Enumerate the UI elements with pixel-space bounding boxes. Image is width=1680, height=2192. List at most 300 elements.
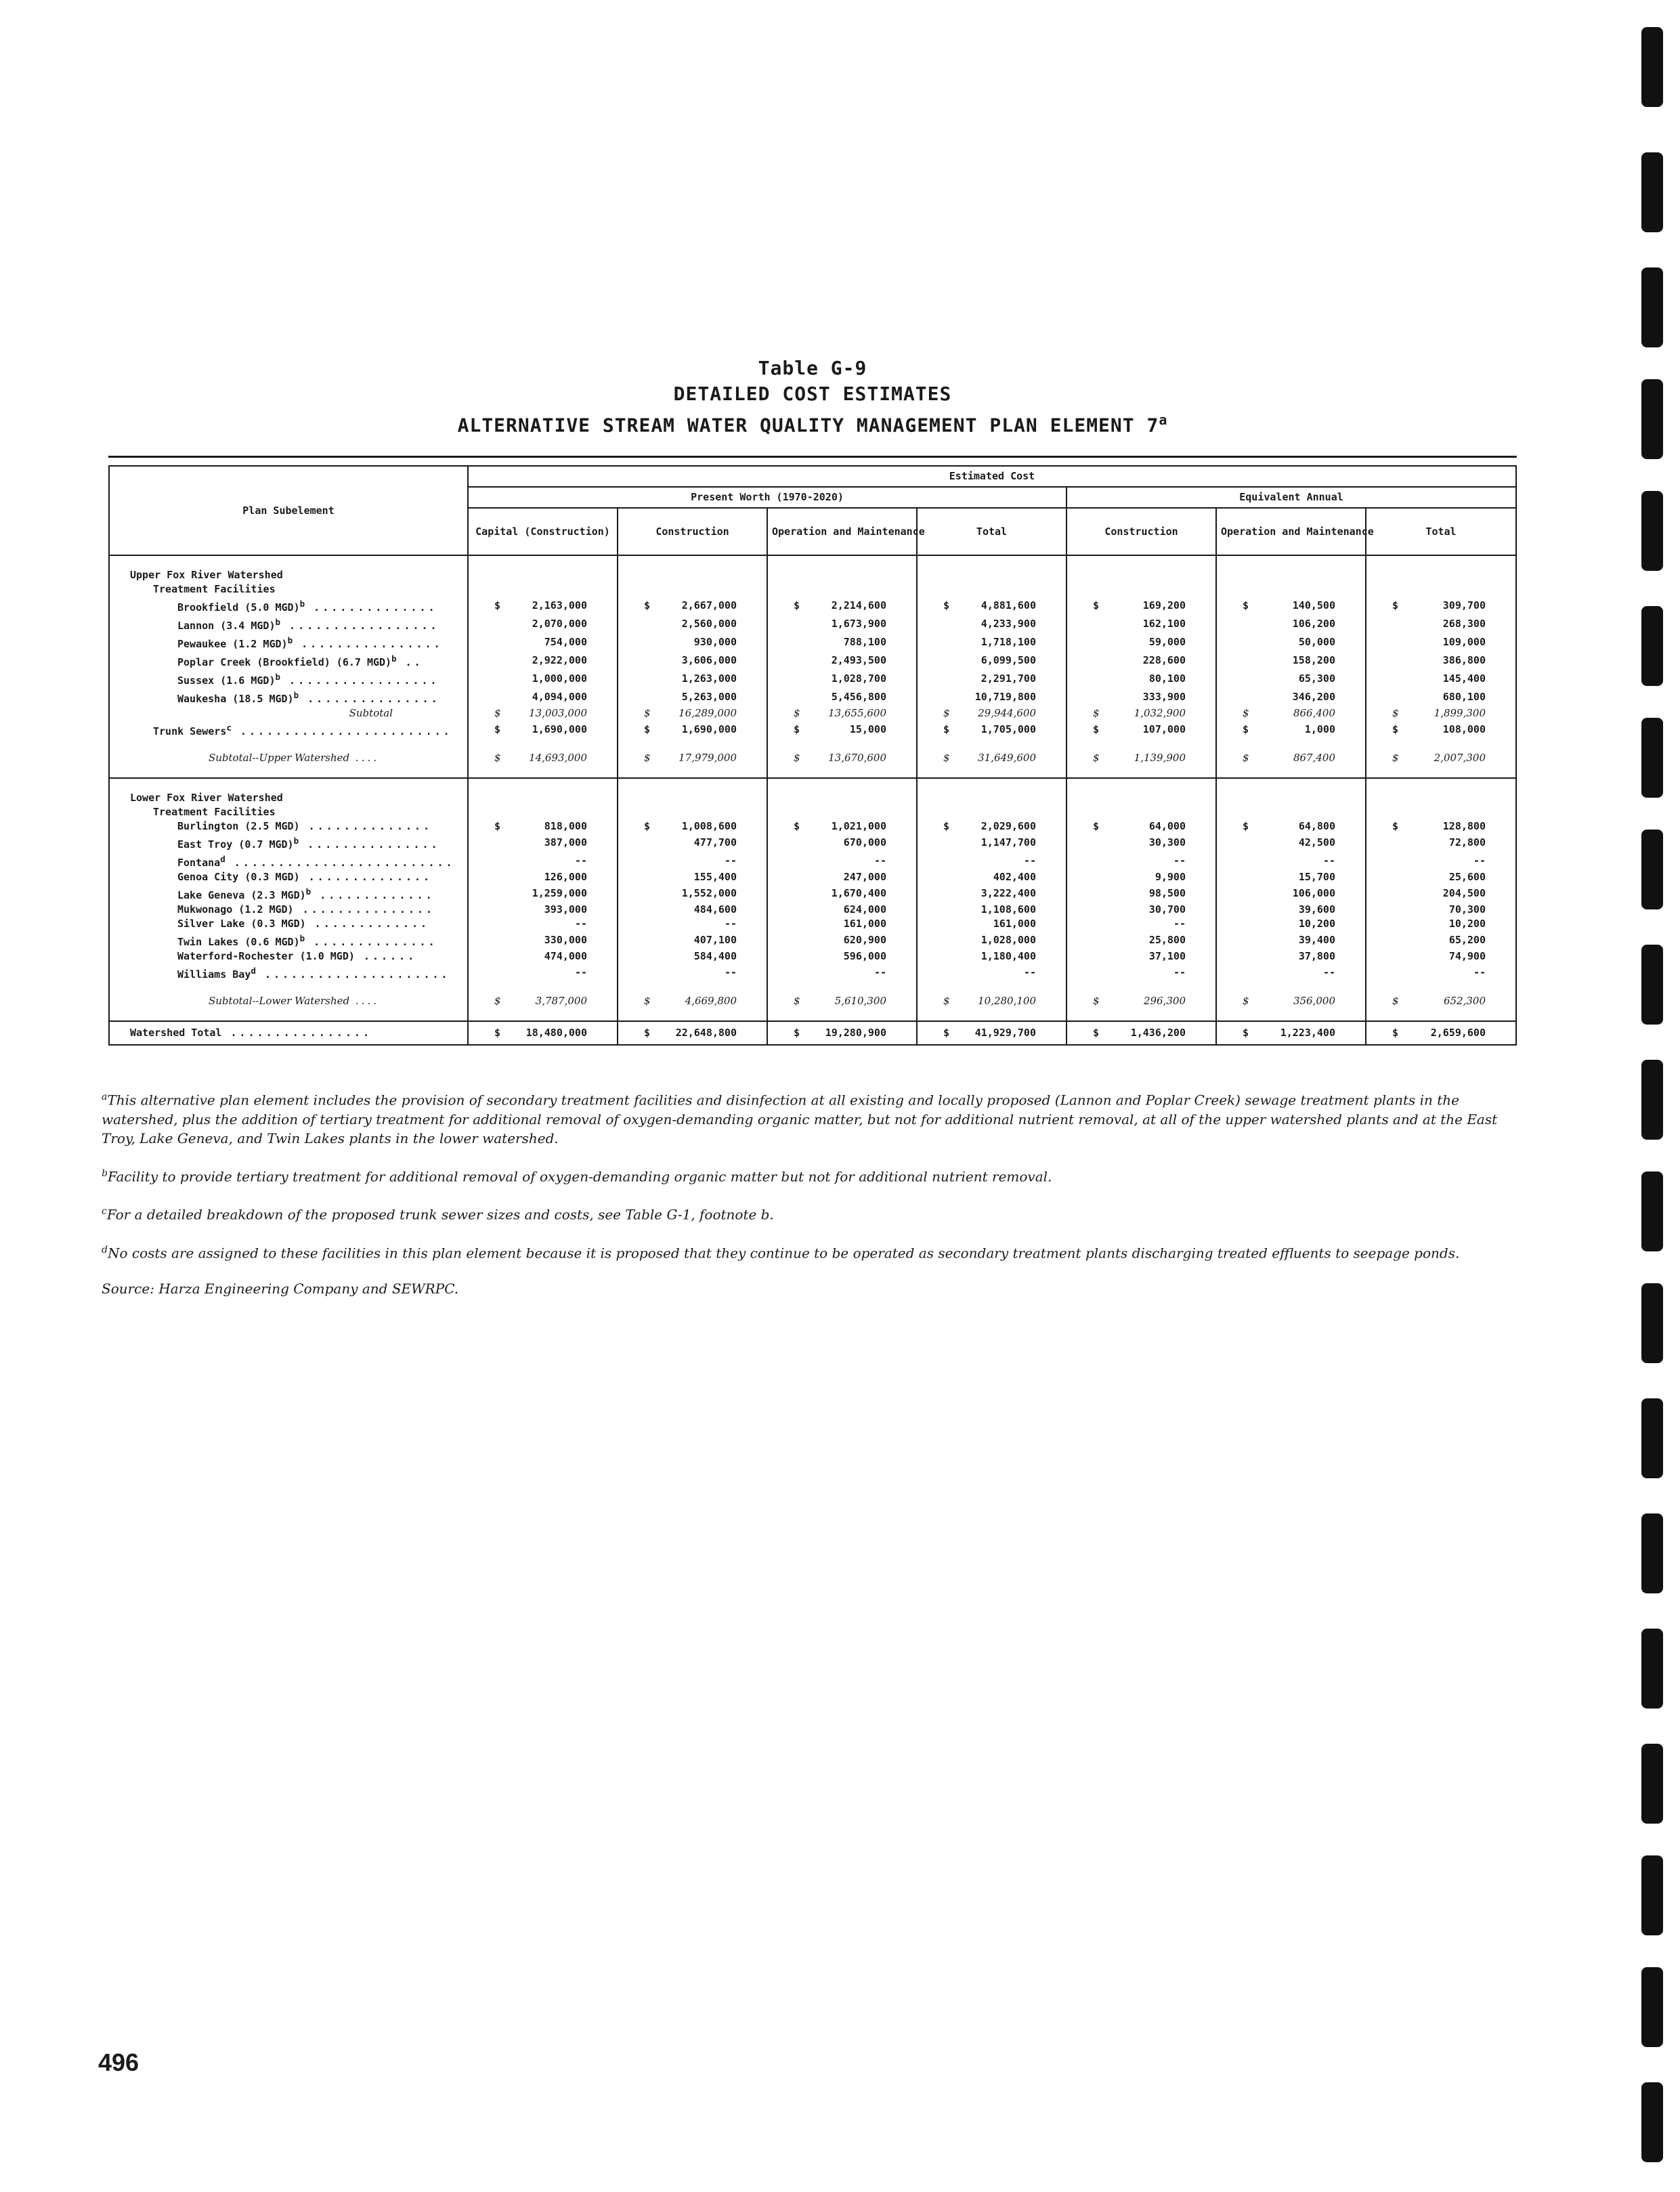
spiral-binding — [1641, 0, 1668, 2192]
cost-value: -- — [1023, 855, 1036, 867]
leader-dots: ...... — [354, 950, 417, 962]
cost-cell — [1067, 870, 1216, 884]
row-label-text: Lake Geneva (2.3 MGD) — [177, 889, 306, 901]
cost-value: 30,300 — [1148, 836, 1186, 848]
cost-value: 1,108,600 — [981, 903, 1036, 916]
dollar-sign: $ — [1243, 752, 1249, 764]
cost-cell — [618, 994, 767, 1008]
table-row — [109, 870, 1516, 884]
row-label — [109, 917, 468, 931]
cost-value: 10,719,800 — [974, 691, 1036, 703]
cost-cell — [917, 949, 1067, 964]
cost-value: 14,693,000 — [529, 752, 587, 764]
cost-value: 4,233,900 — [981, 618, 1036, 630]
cost-cell — [618, 949, 767, 964]
cost-value: 1,000,000 — [532, 672, 587, 685]
footnote-ref: d — [251, 966, 256, 976]
cost-value: -- — [1173, 966, 1186, 979]
dollar-sign: $ — [1093, 995, 1100, 1007]
cost-value: 1,028,700 — [831, 672, 886, 685]
row-label — [109, 670, 468, 688]
cost-value: 2,493,500 — [831, 654, 886, 666]
cost-cell — [1366, 949, 1516, 964]
cost-value: -- — [724, 966, 737, 979]
cost-value: 333,900 — [1142, 691, 1186, 703]
dollar-sign: $ — [1243, 599, 1249, 611]
cost-value: 268,300 — [1442, 618, 1486, 630]
cost-cell — [1216, 834, 1366, 852]
cost-value: 9,900 — [1155, 871, 1186, 883]
cost-cell — [468, 917, 618, 931]
cost-cell — [1067, 852, 1216, 870]
cost-cell — [618, 706, 767, 721]
table-row — [109, 949, 1516, 964]
cost-cell — [917, 819, 1067, 834]
binding-hole-icon — [1641, 1513, 1663, 1593]
cost-value: -- — [724, 855, 737, 867]
binding-hole-icon — [1641, 606, 1663, 686]
binding-hole-icon — [1641, 491, 1663, 571]
cost-cell — [1067, 917, 1216, 931]
cost-value: 407,100 — [693, 934, 737, 946]
cost-cell — [1216, 721, 1366, 739]
cost-cell — [1366, 884, 1516, 903]
row-label — [109, 949, 468, 964]
leader-dots: .............. — [299, 820, 433, 832]
cost-value: -- — [574, 918, 587, 930]
cost-cell — [917, 670, 1067, 688]
cost-cell — [1216, 651, 1366, 670]
cost-cell — [468, 884, 618, 903]
leader-dots: ............. — [305, 918, 430, 930]
col-ea-operation-maintenance: Operation and Maintenance — [1216, 508, 1366, 555]
row-label — [109, 751, 468, 765]
dollar-sign: $ — [943, 820, 950, 832]
row-label — [109, 884, 468, 903]
binding-hole-icon — [1641, 267, 1663, 347]
cost-value: 2,070,000 — [532, 618, 587, 630]
cost-cell — [767, 949, 917, 964]
cost-value: 4,094,000 — [532, 691, 587, 703]
spacer-row — [109, 982, 1516, 994]
cost-value: 866,400 — [1293, 707, 1335, 719]
dollar-sign: $ — [794, 723, 800, 735]
cost-value: -- — [1473, 855, 1486, 867]
table-row — [109, 688, 1516, 706]
cost-value: 2,667,000 — [681, 599, 737, 611]
cost-cell — [767, 751, 917, 765]
cost-value: -- — [1023, 966, 1036, 979]
upper-watershed-heading: Upper Fox River Watershed — [109, 568, 468, 582]
upper-subtotal-row — [109, 751, 1516, 765]
row-label — [109, 597, 468, 615]
spacer-row — [109, 765, 1516, 778]
cost-cell — [767, 931, 917, 949]
leader-dots: ............. — [311, 889, 435, 901]
footnote-a: $^a$This alternative plan element includes the provision of secondary treatment facilities and disinfection at all existing and locally proposed (Lannon and Poplar Creek) sewage treatment plants in the watershed, plus the addition of tertiary treatment for additional removal of oxygen-demanding organic matter, but not for additional nutrient removal, at all of the upper watershed plants and at the East Troy, Lake Geneva, and Twin Lakes plants in the lower watershed. — [102, 1092, 1498, 1146]
cost-value: 30,700 — [1148, 903, 1186, 916]
cost-value: 1,259,000 — [532, 887, 587, 899]
table-subheading: ALTERNATIVE STREAM WATER QUALITY MANAGEMENT PLAN ELEMENT 7$^a$ — [457, 412, 1168, 437]
cost-value: 818,000 — [544, 820, 587, 832]
col-capital: Capital (Construction) — [468, 508, 618, 555]
footnote-ref: d — [220, 854, 225, 864]
cost-value: 155,400 — [693, 871, 737, 883]
dollar-sign: $ — [494, 707, 501, 719]
cost-cell — [1216, 964, 1366, 982]
cost-cell — [1067, 670, 1216, 688]
cost-value: 70,300 — [1448, 903, 1486, 916]
dollar-sign: $ — [794, 707, 800, 719]
footnote-ref: b — [299, 933, 305, 943]
footnote-c: $^c$For a detailed breakdown of the proposed trunk sewer sizes and costs, see Table G-1, footnote b. — [102, 1206, 774, 1223]
binding-hole-icon — [1641, 1629, 1663, 1709]
cost-cell — [767, 633, 917, 651]
leader-dots: ............... — [299, 838, 440, 851]
leader-dots: .. — [396, 656, 423, 668]
cost-value: 346,200 — [1292, 691, 1335, 703]
cost-cell — [1067, 903, 1216, 917]
cost-cell — [468, 633, 618, 651]
binding-hole-icon — [1641, 1967, 1663, 2047]
cost-cell — [1216, 633, 1366, 651]
dollar-sign: $ — [1392, 752, 1399, 764]
cost-value: 2,029,600 — [981, 820, 1036, 832]
cost-cell — [1067, 884, 1216, 903]
table-row — [109, 917, 1516, 931]
cost-cell — [1366, 1021, 1516, 1045]
cost-cell — [468, 819, 618, 834]
footnote-ref: c — [226, 723, 232, 733]
row-label — [109, 651, 468, 670]
cost-cell — [767, 721, 917, 739]
cost-cell — [1366, 903, 1516, 917]
row-label-text: Fontana — [177, 857, 221, 869]
cost-cell — [618, 884, 767, 903]
upper-treatment-heading: Treatment Facilities — [109, 582, 468, 597]
row-label-text: Williams Bay — [177, 968, 251, 981]
cost-value: 4,669,800 — [685, 995, 737, 1007]
row-label — [109, 931, 468, 949]
row-label — [109, 964, 468, 982]
leader-dots: .... — [349, 752, 379, 764]
footnote-ref: b — [293, 836, 299, 846]
cost-value: 3,787,000 — [535, 995, 587, 1007]
row-label — [109, 994, 468, 1008]
dollar-sign: $ — [943, 995, 950, 1007]
table-row — [109, 964, 1516, 982]
dollar-sign: $ — [943, 752, 950, 764]
cost-value: 31,649,600 — [978, 752, 1036, 764]
dollar-sign: $ — [1093, 723, 1100, 735]
cost-cell — [1366, 688, 1516, 706]
cost-cell — [1067, 834, 1216, 852]
cost-value: 1,690,000 — [681, 723, 737, 735]
equivalent-annual-header: Equivalent Annual — [1067, 487, 1516, 508]
cost-value: 10,280,100 — [978, 995, 1036, 1007]
cost-value: 596,000 — [843, 950, 886, 962]
cost-cell — [1216, 597, 1366, 615]
cost-cell — [917, 706, 1067, 721]
dollar-sign: $ — [1093, 1027, 1100, 1039]
footnote-ref: b — [275, 617, 281, 627]
binding-hole-icon — [1641, 830, 1663, 909]
row-label-text: Subtotal--Lower Watershed — [209, 995, 350, 1007]
cost-value: 65,200 — [1448, 934, 1486, 946]
cost-value: 25,600 — [1448, 871, 1486, 883]
cost-value: 98,500 — [1148, 887, 1186, 899]
cost-cell — [618, 633, 767, 651]
leader-dots: .............. — [305, 936, 437, 948]
dollar-sign: $ — [1392, 995, 1399, 1007]
cost-value: 13,655,600 — [828, 707, 886, 719]
cost-value: 393,000 — [544, 903, 587, 916]
cost-value: 620,900 — [843, 934, 886, 946]
cost-cell — [917, 903, 1067, 917]
cost-cell — [618, 1021, 767, 1045]
cost-value: 1,000 — [1304, 723, 1335, 735]
source-note: Source: Harza Engineering Company and SEWRPC. — [102, 1280, 459, 1297]
cost-cell — [1366, 964, 1516, 982]
row-label — [109, 834, 468, 852]
dollar-sign: $ — [494, 752, 501, 764]
cost-cell — [917, 931, 1067, 949]
lower-watershed-section — [109, 778, 1516, 1021]
cost-cell — [618, 721, 767, 739]
cost-value: 5,456,800 — [831, 691, 886, 703]
cost-cell — [1216, 670, 1366, 688]
cost-cell — [917, 994, 1067, 1008]
footnote-ref: b — [299, 599, 305, 609]
cost-cell — [1067, 633, 1216, 651]
cost-value: -- — [724, 918, 737, 930]
cost-value: 106,000 — [1292, 887, 1335, 899]
cost-cell — [1366, 994, 1516, 1008]
cost-value: 169,200 — [1142, 599, 1186, 611]
cost-cell — [917, 1021, 1067, 1045]
cost-cell — [1067, 1021, 1216, 1045]
cost-cell — [1366, 917, 1516, 931]
cost-value: 652,300 — [1443, 995, 1486, 1007]
cost-cell — [618, 651, 767, 670]
cost-cell — [1366, 852, 1516, 870]
row-label — [109, 819, 468, 834]
lower-treatment-heading: Treatment Facilities — [109, 805, 468, 819]
cost-cell — [917, 651, 1067, 670]
binding-hole-icon — [1641, 718, 1663, 798]
cost-value: 80,100 — [1148, 672, 1186, 685]
cost-value: 19,280,900 — [825, 1027, 886, 1039]
leader-dots: ................. — [280, 674, 439, 687]
cost-value: 474,000 — [544, 950, 587, 962]
cost-cell — [1067, 721, 1216, 739]
cost-value: 2,214,600 — [831, 599, 886, 611]
cost-cell — [1067, 688, 1216, 706]
cost-value: -- — [874, 966, 886, 979]
cost-cell — [1366, 819, 1516, 834]
cost-value: 10,200 — [1298, 918, 1335, 930]
row-label-text: East Troy (0.7 MGD) — [177, 838, 294, 851]
cost-cell — [1216, 852, 1366, 870]
cost-estimates-table — [108, 465, 1517, 1046]
cost-value: 126,000 — [544, 871, 587, 883]
cost-cell — [468, 903, 618, 917]
row-label-text: Waukesha (18.5 MGD) — [177, 693, 294, 705]
cost-value: 386,800 — [1442, 654, 1486, 666]
cost-value: 484,600 — [693, 903, 737, 916]
cost-value: 162,100 — [1142, 618, 1186, 630]
cost-cell — [618, 670, 767, 688]
cost-value: 161,000 — [843, 918, 886, 930]
leader-dots: ............... — [293, 903, 435, 916]
table-row — [109, 903, 1516, 917]
cost-value: -- — [1473, 966, 1486, 979]
dollar-sign: $ — [1243, 1027, 1249, 1039]
upper-watershed-section — [109, 555, 1516, 778]
cost-value: -- — [1322, 966, 1335, 979]
cost-value: 1,180,400 — [981, 950, 1036, 962]
leader-dots: ......................... — [225, 857, 455, 869]
cost-cell — [1216, 819, 1366, 834]
cost-cell — [767, 852, 917, 870]
cost-cell — [1216, 1021, 1366, 1045]
cost-cell — [618, 688, 767, 706]
table-row — [109, 834, 1516, 852]
dollar-sign: $ — [494, 599, 501, 611]
cost-cell — [1216, 884, 1366, 903]
cost-cell — [767, 819, 917, 834]
cost-cell — [618, 870, 767, 884]
cost-cell — [468, 870, 618, 884]
footnote-ref: b — [293, 690, 299, 700]
cost-value: -- — [1322, 855, 1335, 867]
cost-value: 204,500 — [1442, 887, 1486, 899]
cost-cell — [917, 597, 1067, 615]
binding-hole-icon — [1641, 1060, 1663, 1140]
binding-hole-icon — [1641, 1172, 1663, 1251]
row-label — [109, 706, 468, 721]
cost-cell — [1366, 721, 1516, 739]
cost-cell — [618, 597, 767, 615]
leader-dots: ................ — [293, 638, 443, 650]
cost-cell — [468, 994, 618, 1008]
dollar-sign: $ — [1392, 599, 1399, 611]
cost-cell — [468, 651, 618, 670]
footnote-mark: c — [102, 1206, 107, 1218]
cost-value: 3,606,000 — [681, 654, 737, 666]
cost-cell — [767, 870, 917, 884]
cost-value: 930,000 — [693, 636, 737, 648]
cost-cell — [468, 964, 618, 982]
cost-value: 50,000 — [1298, 636, 1335, 648]
cost-cell — [1366, 834, 1516, 852]
cost-cell — [468, 852, 618, 870]
trunk-sewers-row — [109, 721, 1516, 739]
cost-cell — [468, 931, 618, 949]
row-label — [109, 1021, 468, 1045]
row-label-text: Pewaukee (1.2 MGD) — [177, 638, 288, 650]
cost-value: -- — [1173, 918, 1186, 930]
cost-value: 1,899,300 — [1434, 707, 1486, 719]
cost-cell — [1067, 751, 1216, 765]
col-operation-maintenance: Operation and Maintenance — [767, 508, 917, 555]
cost-cell — [1366, 870, 1516, 884]
cost-cell — [1067, 931, 1216, 949]
cost-value: 1,705,000 — [981, 723, 1036, 735]
cost-cell — [618, 903, 767, 917]
row-label-text: Trunk Sewers — [153, 725, 227, 737]
cost-cell — [1067, 819, 1216, 834]
cost-cell — [468, 1021, 618, 1045]
cost-cell — [1366, 615, 1516, 633]
table-title — [108, 356, 1517, 438]
dollar-sign: $ — [794, 995, 800, 1007]
row-label — [109, 688, 468, 706]
cost-value: 1,673,900 — [831, 618, 886, 630]
cost-value: 41,929,700 — [974, 1027, 1036, 1039]
leader-dots: ........................ — [231, 725, 452, 737]
binding-hole-icon — [1641, 1398, 1663, 1478]
footnote-ref: a — [1159, 412, 1168, 428]
cost-value: 109,000 — [1442, 636, 1486, 648]
cost-cell — [767, 903, 917, 917]
dollar-sign: $ — [494, 723, 501, 735]
cost-value: 2,163,000 — [532, 599, 587, 611]
table-row — [109, 931, 1516, 949]
watershed-total-row — [109, 1021, 1516, 1045]
dollar-sign: $ — [644, 1027, 651, 1039]
col-ea-construction: Construction — [1067, 508, 1216, 555]
dollar-sign: $ — [644, 599, 651, 611]
cost-value: 387,000 — [544, 836, 587, 848]
cost-cell — [917, 870, 1067, 884]
cost-cell — [1067, 994, 1216, 1008]
footnote-ref: b — [287, 635, 293, 645]
leader-dots: .... — [349, 995, 379, 1007]
cost-cell — [917, 964, 1067, 982]
leader-dots: .............. — [299, 871, 433, 883]
cost-cell — [917, 884, 1067, 903]
table-row — [109, 633, 1516, 651]
cost-cell — [1216, 751, 1366, 765]
cost-cell — [767, 670, 917, 688]
cost-cell — [917, 633, 1067, 651]
cost-value: 2,922,000 — [532, 654, 587, 666]
cost-value: 108,000 — [1442, 723, 1486, 735]
row-label-text: Sussex (1.6 MGD) — [177, 674, 276, 687]
cost-value: 2,659,600 — [1430, 1027, 1486, 1039]
dollar-sign: $ — [1243, 707, 1249, 719]
cost-cell — [917, 917, 1067, 931]
cost-value: 39,600 — [1298, 903, 1335, 916]
cost-cell — [468, 670, 618, 688]
lower-watershed-heading: Lower Fox River Watershed — [109, 791, 468, 805]
cost-value: 15,000 — [849, 723, 886, 735]
cost-cell — [767, 884, 917, 903]
dollar-sign: $ — [943, 599, 950, 611]
footnote-mark: a — [102, 1092, 108, 1102]
cost-cell — [1216, 917, 1366, 931]
cost-cell — [767, 651, 917, 670]
dollar-sign: $ — [1392, 820, 1399, 832]
cost-cell — [767, 834, 917, 852]
footnotes — [98, 1088, 1530, 1314]
cost-cell — [1366, 670, 1516, 688]
cost-value: 624,000 — [843, 903, 886, 916]
cost-cell — [1067, 949, 1216, 964]
binding-hole-icon — [1641, 379, 1663, 459]
cost-value: 74,900 — [1448, 950, 1486, 962]
